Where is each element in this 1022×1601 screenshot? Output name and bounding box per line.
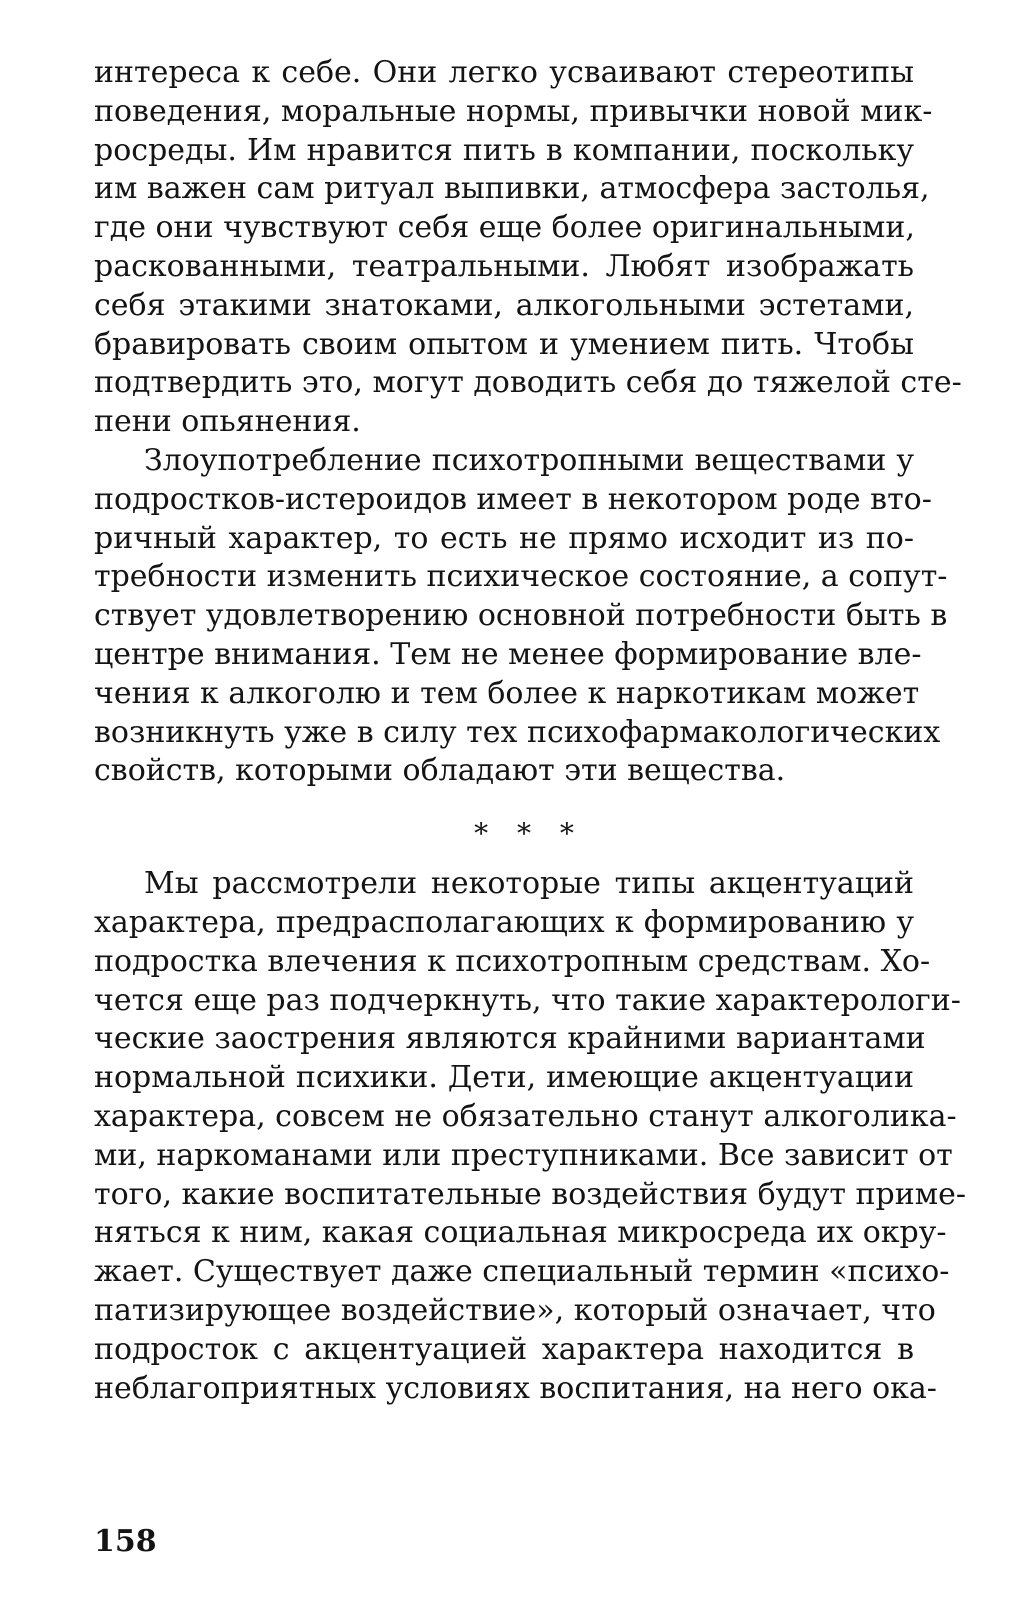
text-line: пени опьянения. xyxy=(94,404,361,440)
paragraph-3 xyxy=(94,865,966,1408)
text-line: подтвердить это, могут доводить себя до тяжелой сте- xyxy=(94,365,962,401)
text-line: требности изменить психическое состояние, а сопут- xyxy=(94,559,948,595)
text-line: характера, совсем не обязательно станут алкоголика- xyxy=(94,1098,957,1134)
text-line: ричный характер, то есть не прямо исходит из по- xyxy=(94,520,914,556)
text-line: патизирующее воздействие», который означает, что xyxy=(94,1292,936,1328)
text-line: бравировать своим опытом и умением пить. Чтобы xyxy=(94,326,914,362)
text-line: подросток с акцентуацией характера находится в xyxy=(94,1331,914,1367)
text-line: росреды. Им нравится пить в компании, поскольку xyxy=(94,132,914,168)
text-line: неблагоприятных условиях воспитания, на него ока- xyxy=(94,1370,937,1406)
text-line: ствует удовлетворению основной потребности быть в xyxy=(94,598,948,634)
text-line: няться к ним, какая социальная микросреда их окру- xyxy=(94,1215,947,1251)
text-line: им важен сам ритуал выпивки, атмосфера застолья, xyxy=(94,171,930,207)
page-number: 158 xyxy=(94,1524,157,1559)
text-line: интереса к себе. Они легко усваивают стереотипы xyxy=(94,55,914,90)
text-line: центре внимания. Тем не менее формирование вле- xyxy=(94,636,922,672)
text-line: чения к алкоголю и тем более к наркотикам может xyxy=(94,675,920,711)
text-line: того, какие воспитательные воздействия будут приме- xyxy=(94,1176,966,1212)
text-line: подростков-истероидов имеет в некотором роде вто- xyxy=(94,481,932,517)
page-body xyxy=(94,54,966,1408)
text-line: Злоупотребление психотропными веществами у xyxy=(144,442,914,478)
text-line: возникнуть уже в силу тех психофармакологических xyxy=(94,714,941,750)
text-line: характера, предрасполагающих к формированию у xyxy=(94,904,914,940)
text-line: Мы рассмотрели некоторые типы акцентуаций xyxy=(144,866,914,902)
text-line: ми, наркоманами или преступниками. Все зависит от xyxy=(94,1137,953,1173)
text-line: ческие заострения являются крайними вариантами xyxy=(94,1021,926,1057)
paragraph-2 xyxy=(94,442,948,791)
text-line: жает. Существует даже специальный термин «психо- xyxy=(94,1254,950,1290)
text-line: чется еще раз подчеркнуть, что такие характерологи- xyxy=(94,982,961,1018)
text-line: где они чувствуют себя еще более оригинальными, xyxy=(94,210,915,246)
text-line: себя этакими знатоками, алкогольными эстетами, xyxy=(94,287,914,323)
text-line: раскованными, театральными. Любят изображать xyxy=(94,248,914,284)
text-line: поведения, моральные нормы, привычки новой мик- xyxy=(94,93,933,129)
text-line: нормальной психики. Дети, имеющие акцентуации xyxy=(94,1060,914,1096)
paragraph-1 xyxy=(94,54,962,442)
text-line: подростка влечения к психотропным средствам. Хо- xyxy=(94,943,931,979)
section-divider: * * * xyxy=(474,817,584,851)
text-line: свойств, которыми обладают эти вещества. xyxy=(94,753,786,789)
